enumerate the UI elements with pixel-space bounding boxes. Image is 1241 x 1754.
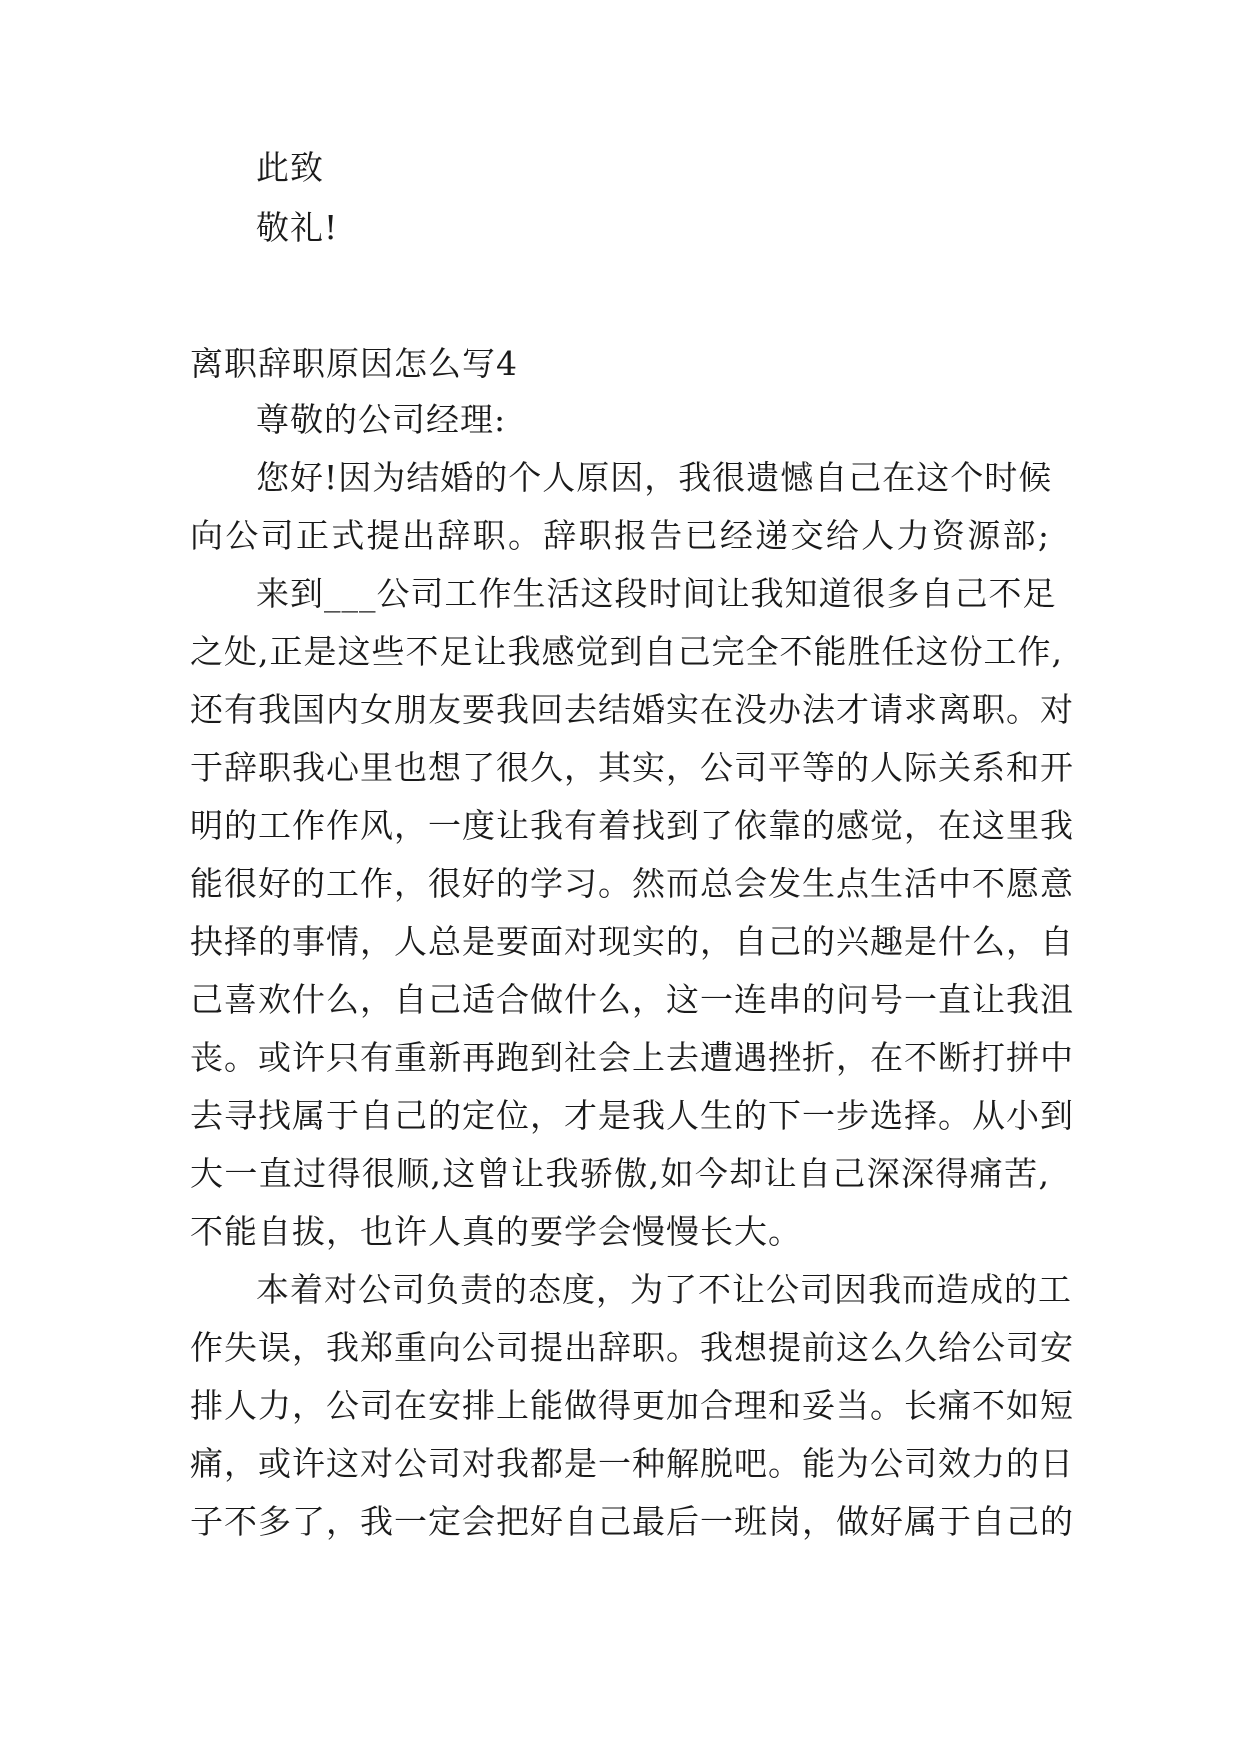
- paragraph-line: 抉择的事情，人总是要面对现实的，自己的兴趣是什么，自: [190, 922, 1074, 961]
- paragraph-line: 还有我国内女朋友要我回去结婚实在没办法才请求离职。对: [190, 690, 1074, 729]
- paragraph-line: 己喜欢什么，自己适合做什么，这一连串的问号一直让我沮: [190, 980, 1074, 1019]
- closing-salutation-1: 此致: [256, 148, 324, 187]
- paragraph-line: 排人力，公司在安排上能做得更加合理和妥当。长痛不如短: [190, 1386, 1074, 1425]
- letter-greeting: 尊敬的公司经理:: [256, 400, 507, 439]
- paragraph-line: 丧。或许只有重新再跑到社会上去遭遇挫折，在不断打拼中: [190, 1038, 1074, 1077]
- paragraph-line: 不能自拔，也许人真的要学会慢慢长大。: [190, 1212, 802, 1251]
- paragraph-line: 于辞职我心里也想了很久，其实，公司平等的人际关系和开: [190, 748, 1074, 787]
- paragraph-line: 作失误，我郑重向公司提出辞职。我想提前这么久给公司安: [190, 1328, 1074, 1367]
- paragraph-line: 向公司正式提出辞职。辞职报告已经递交给人力资源部;: [190, 516, 1050, 555]
- paragraph-line: 之处,正是这些不足让我感觉到自己完全不能胜任这份工作,: [190, 632, 1063, 671]
- paragraph-line: 来到___公司工作生活这段时间让我知道很多自己不足: [256, 574, 1057, 613]
- paragraph-line: 明的工作作风，一度让我有着找到了依靠的感觉，在这里我: [190, 806, 1074, 845]
- paragraph-line: 您好!因为结婚的个人原因，我很遗憾自己在这个时候: [256, 458, 1053, 497]
- paragraph-line: 子不多了，我一定会把好自己最后一班岗，做好属于自己的: [190, 1502, 1074, 1541]
- closing-salutation-2: 敬礼!: [256, 208, 339, 247]
- paragraph-line: 去寻找属于自己的定位，才是我人生的下一步选择。从小到: [190, 1096, 1074, 1135]
- paragraph-line: 大一直过得很顺,这曾让我骄傲,如今却让自己深深得痛苦,: [190, 1154, 1050, 1193]
- paragraph-line: 本着对公司负责的态度，为了不让公司因我而造成的工: [256, 1270, 1072, 1309]
- section-title: 离职辞职原因怎么写4: [190, 344, 518, 383]
- paragraph-line: 痛，或许这对公司对我都是一种解脱吧。能为公司效力的日: [190, 1444, 1074, 1483]
- paragraph-line: 能很好的工作，很好的学习。然而总会发生点生活中不愿意: [190, 864, 1074, 903]
